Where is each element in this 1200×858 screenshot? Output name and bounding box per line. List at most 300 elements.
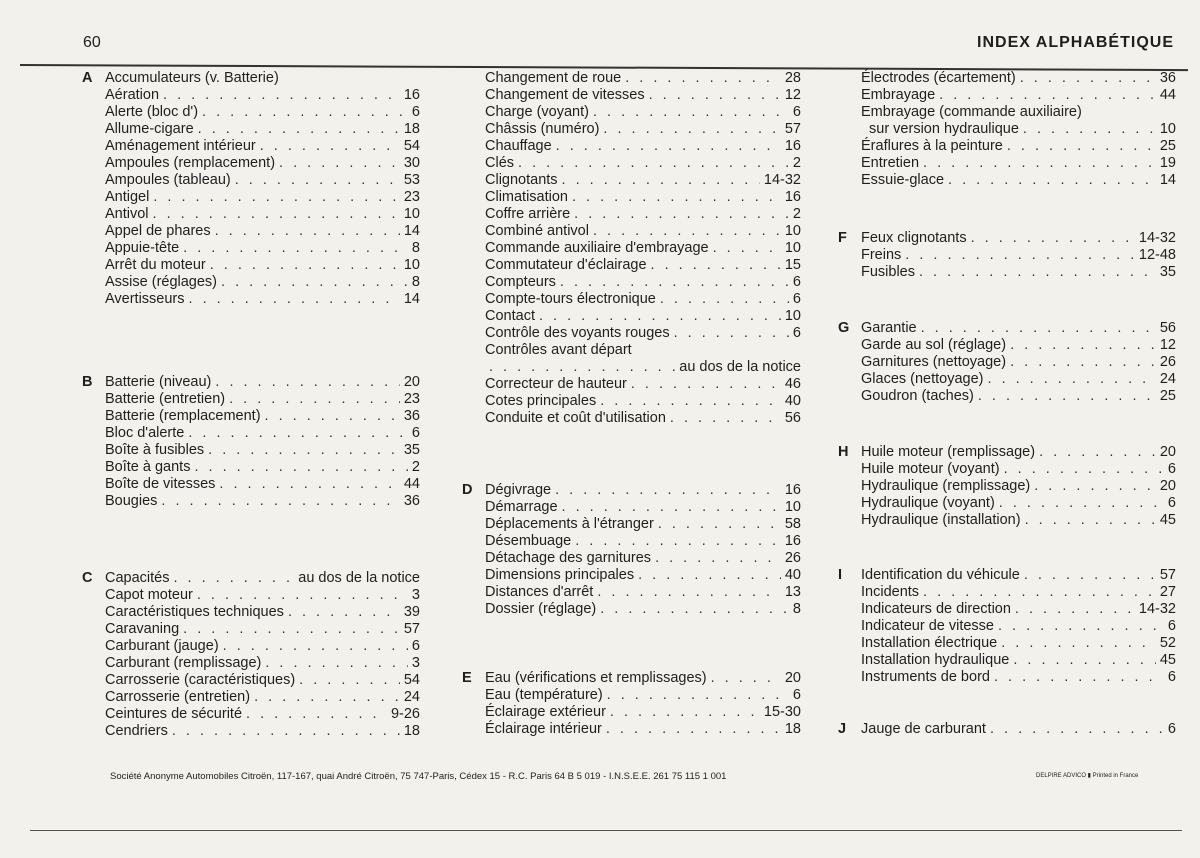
dot-leader (163, 87, 400, 104)
section-letter: C (82, 570, 93, 586)
entry-page: 10 (1159, 121, 1176, 137)
dot-leader (555, 482, 781, 499)
index-entry (105, 587, 420, 604)
index-entry (485, 601, 801, 618)
index-entry (861, 121, 1176, 138)
entry-label: Installation hydraulique (861, 652, 1010, 668)
entry-label: Châssis (numéro) (485, 121, 600, 137)
entry-page: 23 (403, 391, 420, 407)
index-entry (105, 138, 420, 155)
index-entry (105, 425, 420, 442)
index-entry (105, 621, 420, 638)
entry-page: 10 (403, 206, 420, 222)
index-entry (105, 257, 420, 274)
dot-leader (556, 138, 781, 155)
entry-label: Incidents (861, 584, 920, 600)
dot-leader (260, 138, 400, 155)
entry-page: 20 (1159, 444, 1176, 460)
entry-label: Commande auxiliaire d'embrayage (485, 240, 709, 256)
dot-leader (939, 87, 1156, 104)
entry-page: 6 (792, 291, 801, 307)
entry-label: Capot moteur (105, 587, 193, 603)
entry-page: 2 (792, 206, 801, 222)
entry-label: Cotes principales (485, 393, 597, 409)
index-entry (861, 155, 1176, 172)
entry-page: 6 (411, 638, 420, 654)
entry-label: Cendriers (105, 723, 168, 739)
section-letter: B (82, 374, 93, 390)
entry-label: Contact (485, 308, 535, 324)
entry-page: 6 (792, 104, 801, 120)
index-entry (861, 388, 1176, 405)
entry-page: 26 (1159, 354, 1176, 370)
entry-page: 57 (1159, 567, 1176, 583)
entry-label: Bloc d'alerte (105, 425, 185, 441)
entry-page: 25 (1159, 388, 1176, 404)
entry-page: 2 (411, 459, 420, 475)
dot-leader (658, 516, 781, 533)
index-title: INDEX ALPHABÉTIQUE (977, 34, 1174, 51)
index-entry (105, 121, 420, 138)
index-entry (105, 476, 420, 493)
dot-leader (208, 442, 400, 459)
dot-leader (572, 189, 781, 206)
entry-label: Fusibles (861, 264, 915, 280)
dot-leader (221, 274, 408, 291)
entry-page: 57 (403, 621, 420, 637)
index-group-e (462, 670, 801, 738)
entry-label: Hydraulique (voyant) (861, 495, 995, 511)
index-entry (485, 516, 801, 533)
dot-leader (921, 320, 1156, 337)
dot-leader (210, 257, 400, 274)
entry-label: Désembuage (485, 533, 572, 549)
entry-page: 56 (1159, 320, 1176, 336)
entry-label: Aménagement intérieur (105, 138, 256, 154)
entry-label: Indicateur de vitesse (861, 618, 994, 634)
entry-label: Entretien (861, 155, 920, 171)
entry-page: 14-32 (1138, 230, 1176, 246)
section-letter: J (838, 721, 847, 737)
index-entry (105, 570, 420, 587)
entry-label: Carrosserie (entretien) (105, 689, 251, 705)
dot-leader (574, 206, 789, 223)
entry-page: 6 (411, 104, 420, 120)
dot-leader (153, 189, 400, 206)
entry-label: Dégivrage (485, 482, 552, 498)
entry-label: Contrôles avant départ (485, 342, 632, 358)
dot-leader (518, 155, 789, 172)
entry-page: 16 (784, 482, 801, 498)
dot-leader (948, 172, 1156, 189)
dot-leader (1024, 567, 1156, 584)
index-group-b (82, 374, 420, 510)
dot-leader (188, 425, 408, 442)
index-entry (861, 230, 1176, 247)
index-entry (861, 601, 1176, 618)
entry-label: Hydraulique (remplissage) (861, 478, 1031, 494)
entry-label: Installation électrique (861, 635, 998, 651)
entry-page: 16 (784, 189, 801, 205)
dot-leader (246, 706, 387, 723)
entry-label: Eau (température) (485, 687, 603, 703)
index-entry (105, 87, 420, 104)
dot-leader (597, 584, 781, 601)
dot-leader (919, 264, 1156, 281)
dot-leader (606, 721, 781, 738)
index-entry (485, 189, 801, 206)
index-entry (485, 274, 801, 291)
entry-page: 20 (1159, 478, 1176, 494)
dot-leader (1034, 478, 1156, 495)
index-entry (485, 533, 801, 550)
entry-page: 14 (403, 223, 420, 239)
index-entry (861, 444, 1176, 461)
dot-leader (1020, 70, 1156, 87)
dot-leader (971, 230, 1135, 247)
index-group-f (838, 230, 1176, 281)
index-entry (485, 223, 801, 240)
entry-label: Électrodes (écartement) (861, 70, 1016, 86)
index-entry (861, 618, 1176, 635)
entry-page: 20 (403, 374, 420, 390)
dot-leader (265, 408, 400, 425)
entry-label: Compteurs (485, 274, 556, 290)
index-entry (861, 669, 1176, 686)
dot-leader (1010, 354, 1156, 371)
entry-page: 9-26 (390, 706, 420, 722)
publisher-footer: Société Anonyme Automobiles Citroën, 117-167, quai André Citroën, 75 747-Paris, Cédex 15 - R.C. Paris 64 B 5 019 - I.N.S.E.E. 261 75 115 1 001 (110, 771, 727, 782)
index-entry (105, 240, 420, 257)
entry-label: Déplacements à l'étranger (485, 516, 654, 532)
page-number: 60 (83, 34, 101, 51)
dot-leader (265, 655, 408, 672)
entry-page: 35 (403, 442, 420, 458)
dot-leader (994, 669, 1164, 686)
section-letter: F (838, 230, 847, 246)
dot-leader (288, 604, 400, 621)
entry-page: 6 (1167, 669, 1176, 685)
entry-label: Dimensions principales (485, 567, 635, 583)
dot-leader (279, 155, 400, 172)
index-entry (485, 325, 801, 342)
index-entry (105, 274, 420, 291)
dot-leader (254, 689, 400, 706)
entry-label: Jauge de carburant (861, 721, 986, 737)
entry-label: Identification du véhicule (861, 567, 1020, 583)
entry-label: Appuie-tête (105, 240, 180, 256)
entry-label: Correcteur de hauteur (485, 376, 627, 392)
entry-page: au dos de la notice (298, 570, 420, 586)
entry-page: 10 (784, 308, 801, 324)
index-entry (105, 374, 420, 391)
entry-label: Contrôle des voyants rouges (485, 325, 670, 341)
entry-page: 28 (784, 70, 801, 86)
index-entry (485, 342, 801, 359)
dot-leader (215, 223, 400, 240)
dot-leader (562, 172, 760, 189)
entry-page: 8 (792, 601, 801, 617)
entry-page: 6 (1167, 721, 1176, 737)
dot-leader (219, 476, 399, 493)
index-entry (861, 567, 1176, 584)
index-entry (861, 652, 1176, 669)
entry-page: 52 (1159, 635, 1176, 651)
index-entry (105, 459, 420, 476)
entry-page: 6 (1167, 618, 1176, 634)
section-letter: A (82, 70, 93, 86)
dot-leader (1015, 601, 1135, 618)
dot-leader (202, 104, 408, 121)
entry-label: Combiné antivol (485, 223, 589, 239)
entry-page: 46 (784, 376, 801, 392)
index-entry (861, 264, 1176, 281)
index-entry (485, 482, 801, 499)
dot-leader (655, 550, 781, 567)
index-entry (485, 410, 801, 427)
dot-leader (923, 155, 1156, 172)
index-entry (105, 172, 420, 189)
entry-page: 12 (784, 87, 801, 103)
entry-page: 18 (403, 121, 420, 137)
entry-page: 18 (403, 723, 420, 739)
entry-page: 16 (784, 533, 801, 549)
entry-page: 3 (411, 587, 420, 603)
index-entry (861, 584, 1176, 601)
entry-page: 30 (403, 155, 420, 171)
index-group-cont (838, 70, 1176, 189)
dot-leader (1023, 121, 1156, 138)
index-entry (861, 461, 1176, 478)
dot-leader (638, 567, 781, 584)
entry-label: Éclairage intérieur (485, 721, 602, 737)
entry-label: Allume-cigare (105, 121, 194, 137)
entry-label: Alerte (bloc d') (105, 104, 199, 120)
dot-leader (560, 274, 789, 291)
index-entry (105, 104, 420, 121)
entry-page: 45 (1159, 652, 1176, 668)
printer-credit: DELPIRE ADVICO ▮ Printed in France (1036, 773, 1139, 779)
entry-label: Capacités (105, 570, 170, 586)
entry-page: 15-30 (763, 704, 801, 720)
index-entry (105, 493, 420, 510)
dot-leader (183, 621, 400, 638)
dot-leader (215, 374, 399, 391)
dot-leader (1025, 512, 1156, 529)
index-entry (105, 206, 420, 223)
dot-leader (235, 172, 400, 189)
index-entry (105, 408, 420, 425)
index-entry (105, 291, 420, 308)
dot-leader (610, 704, 760, 721)
dot-leader (990, 721, 1164, 738)
entry-label: Boîte à gants (105, 459, 191, 475)
index-entry (485, 704, 801, 721)
entry-page: 57 (784, 121, 801, 137)
index-entry (485, 308, 801, 325)
entry-label: Éclairage extérieur (485, 704, 606, 720)
entry-label: Huile moteur (remplissage) (861, 444, 1036, 460)
index-entry (485, 104, 801, 121)
index-entry (485, 291, 801, 308)
dot-leader (198, 121, 400, 138)
entry-page: 14-32 (763, 172, 801, 188)
entry-page: 26 (784, 550, 801, 566)
entry-label: Carburant (remplissage) (105, 655, 262, 671)
index-entry (861, 172, 1176, 189)
index-entry (485, 567, 801, 584)
dot-leader (988, 371, 1156, 388)
entry-page: 10 (784, 240, 801, 256)
entry-label: sur version hydraulique (869, 121, 1019, 137)
entry-page: 10 (784, 223, 801, 239)
entry-label: Appel de phares (105, 223, 211, 239)
entry-page: 27 (1159, 584, 1176, 600)
entry-label: Coffre arrière (485, 206, 571, 222)
entry-label: Embrayage (861, 87, 936, 103)
entry-label: Ampoules (remplacement) (105, 155, 276, 171)
dot-leader (183, 240, 408, 257)
entry-label: Arrêt du moteur (105, 257, 206, 273)
index-entry (861, 478, 1176, 495)
index-entry (861, 70, 1176, 87)
entry-label: Garnitures (nettoyage) (861, 354, 1007, 370)
index-entry (105, 189, 420, 206)
index-entry (485, 87, 801, 104)
entry-page: 24 (403, 689, 420, 705)
entry-page: 6 (792, 325, 801, 341)
index-entry (861, 138, 1176, 155)
index-entry (105, 689, 420, 706)
entry-label: Charge (voyant) (485, 104, 589, 120)
entry-label: Goudron (taches) (861, 388, 974, 404)
dot-leader (1039, 444, 1156, 461)
index-group-d (462, 482, 801, 618)
entry-label: Boîte à fusibles (105, 442, 205, 458)
dot-leader (299, 672, 400, 689)
index-group-c (82, 570, 420, 740)
dot-leader (575, 533, 781, 550)
index-entry (105, 70, 420, 87)
index-entry (485, 499, 801, 516)
section-letter: H (838, 444, 849, 460)
bottom-rule (30, 830, 1182, 831)
index-entry (105, 391, 420, 408)
entry-page: 35 (1159, 264, 1176, 280)
entry-page: 39 (403, 604, 420, 620)
entry-page: 56 (784, 410, 801, 426)
dot-leader (999, 495, 1164, 512)
index-entry (485, 584, 801, 601)
index-entry (861, 371, 1176, 388)
index-entry (105, 706, 420, 723)
entry-page: au dos de la notice (679, 359, 801, 375)
entry-label: Détachage des garnitures (485, 550, 652, 566)
index-entry (861, 721, 1176, 738)
entry-page: 45 (1159, 512, 1176, 528)
dot-leader (625, 70, 781, 87)
dot-leader (173, 570, 294, 587)
entry-label: Batterie (niveau) (105, 374, 212, 390)
entry-label: Carrosserie (caractéristiques) (105, 672, 296, 688)
entry-label: Garde au sol (réglage) (861, 337, 1007, 353)
dot-leader (713, 240, 781, 257)
entry-page: 6 (411, 425, 420, 441)
index-entry (485, 121, 801, 138)
dot-leader (649, 87, 781, 104)
entry-label: Bougies (105, 493, 158, 509)
dot-leader (223, 638, 408, 655)
dot-leader (1007, 138, 1156, 155)
entry-page: 25 (1159, 138, 1176, 154)
dot-leader (153, 206, 400, 223)
entry-page: 54 (403, 138, 420, 154)
index-entry (485, 393, 801, 410)
index-entry (861, 512, 1176, 529)
entry-page: 44 (403, 476, 420, 492)
entry-page: 3 (411, 655, 420, 671)
entry-page: 24 (1159, 371, 1176, 387)
entry-label: Caractéristiques techniques (105, 604, 284, 620)
entry-label: Huile moteur (voyant) (861, 461, 1000, 477)
entry-label: Batterie (remplacement) (105, 408, 261, 424)
dot-leader (978, 388, 1156, 405)
entry-page: 14 (1159, 172, 1176, 188)
index-entry (485, 138, 801, 155)
index-entry (105, 672, 420, 689)
index-entry (105, 655, 420, 672)
entry-label: Caravaning (105, 621, 180, 637)
index-group-g (838, 320, 1176, 405)
section-letter: I (838, 567, 843, 583)
entry-label: Freins (861, 247, 902, 263)
index-entry (105, 638, 420, 655)
entry-label: Changement de roue (485, 70, 622, 86)
entry-page: 16 (784, 138, 801, 154)
entry-page: 54 (403, 672, 420, 688)
entry-label: Embrayage (commande auxiliaire) (861, 104, 1082, 120)
entry-label: Clés (485, 155, 515, 171)
entry-page: 23 (403, 189, 420, 205)
entry-page: 36 (403, 493, 420, 509)
entry-label: Assise (réglages) (105, 274, 218, 290)
entry-page: 6 (1167, 461, 1176, 477)
entry-page: 13 (784, 584, 801, 600)
entry-page: 10 (403, 257, 420, 273)
entry-label: Clignotants (485, 172, 558, 188)
dot-leader (562, 499, 781, 516)
section-letter: E (462, 670, 472, 686)
index-group-i (838, 567, 1176, 686)
entry-page: 44 (1159, 87, 1176, 103)
entry-page: 14-32 (1138, 601, 1176, 617)
dot-leader (998, 618, 1164, 635)
entry-label: Carburant (jauge) (105, 638, 219, 654)
entry-label: Glaces (nettoyage) (861, 371, 984, 387)
entry-label: Démarrage (485, 499, 558, 515)
index-entry (485, 376, 801, 393)
entry-label: Garantie (861, 320, 917, 336)
entry-page: 36 (1159, 70, 1176, 86)
section-letter: G (838, 320, 850, 336)
dot-leader (674, 325, 789, 342)
dot-leader (600, 393, 781, 410)
dot-leader (593, 223, 781, 240)
index-entry (485, 359, 801, 376)
entry-label: Changement de vitesses (485, 87, 645, 103)
entry-label: Conduite et coût d'utilisation (485, 410, 666, 426)
entry-label: Boîte de vitesses (105, 476, 216, 492)
